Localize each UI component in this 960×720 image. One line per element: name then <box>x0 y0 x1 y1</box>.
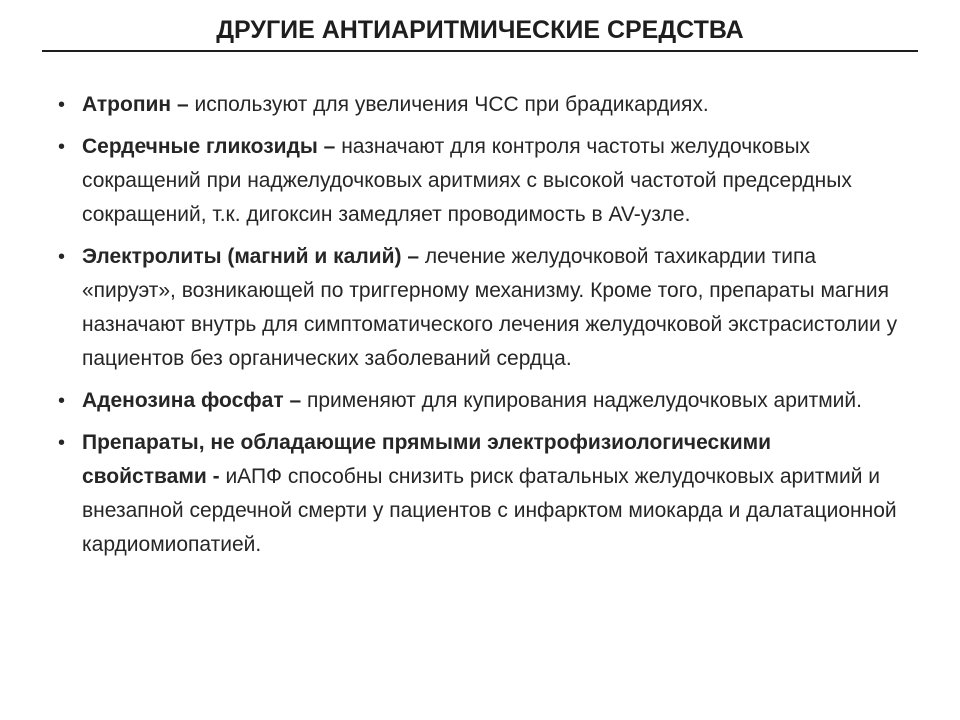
bullet-list <box>58 88 898 570</box>
list-item <box>58 240 898 376</box>
list-item <box>58 426 898 562</box>
bullet-icon: • <box>58 136 66 158</box>
term-description: применяют для купирования наджелудочковых аритмий. <box>306 389 862 412</box>
term-label: Препараты, не обладающие прямыми электрофизиологическими свойствами - <box>82 431 772 488</box>
title-divider <box>42 50 918 52</box>
page-title: ДРУГИЕ АНТИАРИТМИЧЕСКИЕ СРЕДСТВА <box>216 16 744 44</box>
term-label: Электролиты (магний и калий) – <box>82 245 425 268</box>
bullet-icon: • <box>58 390 66 412</box>
term-description: назначают для контроля частоты желудочковых сокращений при наджелудочковых аритмиях с высокой частотой предсердных сокращений, т.к. дигоксин замедляет проводимость в AV-узле. <box>82 135 852 226</box>
list-item <box>58 130 898 232</box>
list-item <box>58 88 898 122</box>
list-item <box>58 384 898 418</box>
term-label: Аденозина фосфат – <box>82 389 307 412</box>
bullet-icon: • <box>58 432 66 454</box>
term-description: лечение желудочковой тахикардии типа «пируэт», возникающей по триггерному механизму. Кроме того, препараты магния назначают внутрь для симптоматического лечения желудочковой экстрасистолии у пациентов без органических заболеваний сердца. <box>82 245 898 370</box>
bullet-icon: • <box>58 94 66 116</box>
bullet-icon: • <box>58 246 66 268</box>
term-description: используют для увеличения ЧСС при брадикардиях. <box>194 93 709 116</box>
term-label: Сердечные гликозиды – <box>82 135 342 158</box>
term-description: иАПФ способны снизить риск фатальных желудочковых аритмий и внезапной сердечной смерти у пациентов с инфарктом миокарда и далатационной кардиомиопатией. <box>82 465 897 556</box>
term-label: Атропин – <box>82 93 195 116</box>
